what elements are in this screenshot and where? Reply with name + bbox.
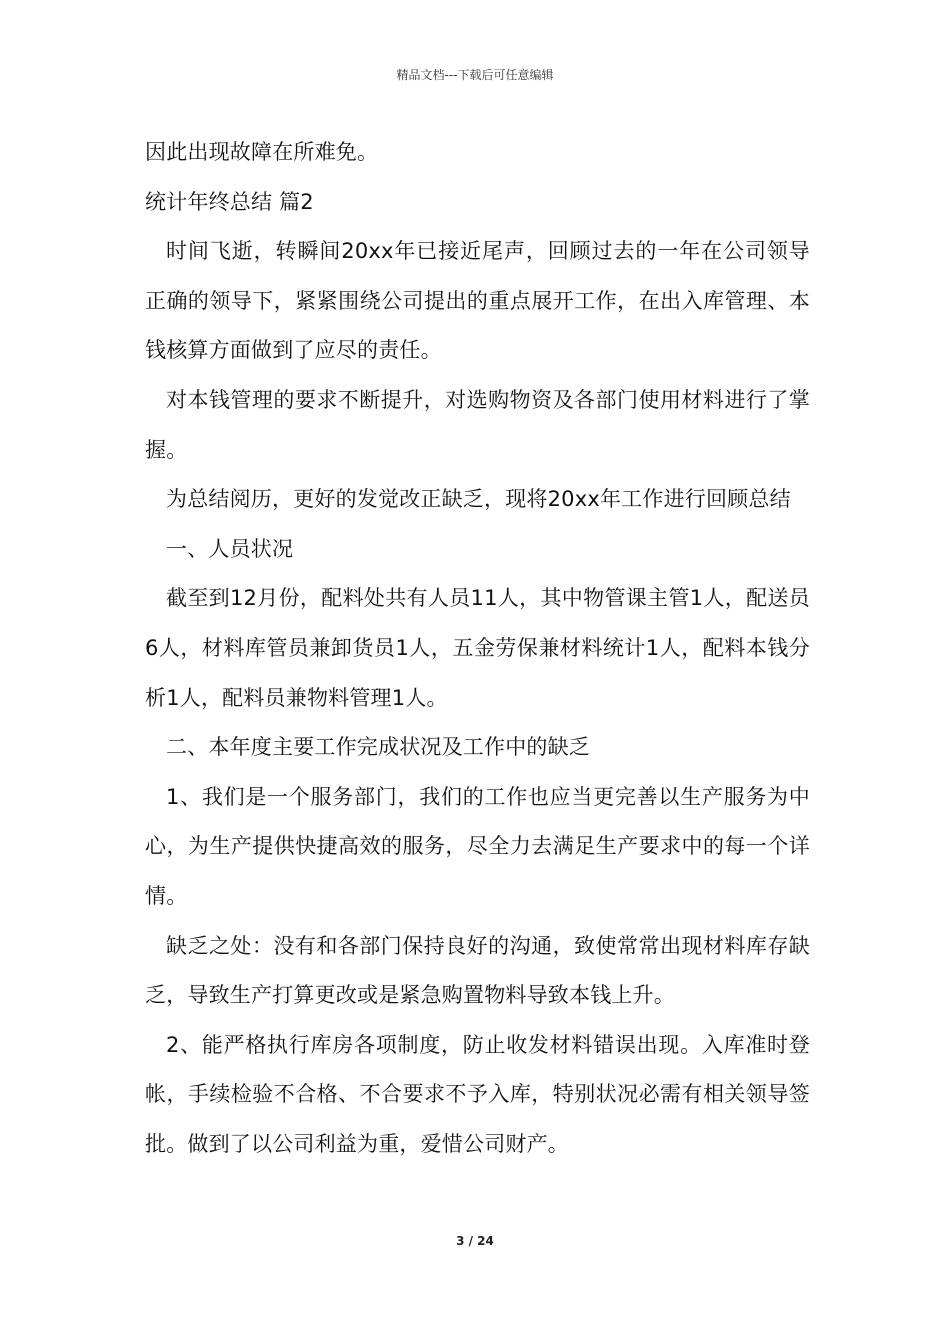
page-header: 精品文档---下载后可任意编辑	[396, 68, 554, 82]
paragraph-3: 时间飞逝，转瞬间20xx年已接近尾声，回顾过去的一年在公司领导正确的领导下，紧紧围绕公司提出的重点展开工作，在出入库管理、本钱核算方面做到了应尽的责任。	[145, 239, 810, 363]
page-number: 3 / 24	[456, 1234, 494, 1248]
paragraph-1: 因此出现故障在所难免。	[145, 140, 379, 164]
paragraph-5: 为总结阅历，更好的发觉改正缺乏，现将20xx年工作进行回顾总结	[166, 487, 791, 512]
document-body	[145, 128, 810, 1169]
paragraph-9: 1、我们是一个服务部门，我们的工作也应当更完善以生产服务为中心，为生产提供快捷高效的服务，尽全力去满足生产要求中的每一个详情。	[145, 784, 810, 908]
paragraph-11: 2、能严格执行库房各项制度，防止收发材料错误出现。入库准时登帐，手续检验不合格、不合要求不予入库，特别状况必需有相关领导签批。做到了以公司利益为重，爱惜公司财产。	[145, 1032, 810, 1156]
subheading-personnel: 一、人员状况	[166, 536, 294, 561]
paragraph-4: 对本钱管理的要求不断提升，对选购物资及各部门使用材料进行了掌握。	[145, 387, 810, 462]
paragraph-10: 缺乏之处：没有和各部门保持良好的沟通，致使常常出现材料库存缺乏，导致生产打算更改或是紧急购置物料导致本钱上升。	[145, 933, 810, 1008]
paragraph-7: 截至到12月份，配料处共有人员11人，其中物管课主管1人，配送员6人，材料库管员兼卸货员1人，五金劳保兼材料统计1人，配料本钱分析1人，配料员兼物料管理1人。	[145, 586, 810, 710]
section-heading: 统计年终总结 篇2	[145, 189, 314, 214]
subheading-work-status: 二、本年度主要工作完成状况及工作中的缺乏	[166, 735, 590, 760]
